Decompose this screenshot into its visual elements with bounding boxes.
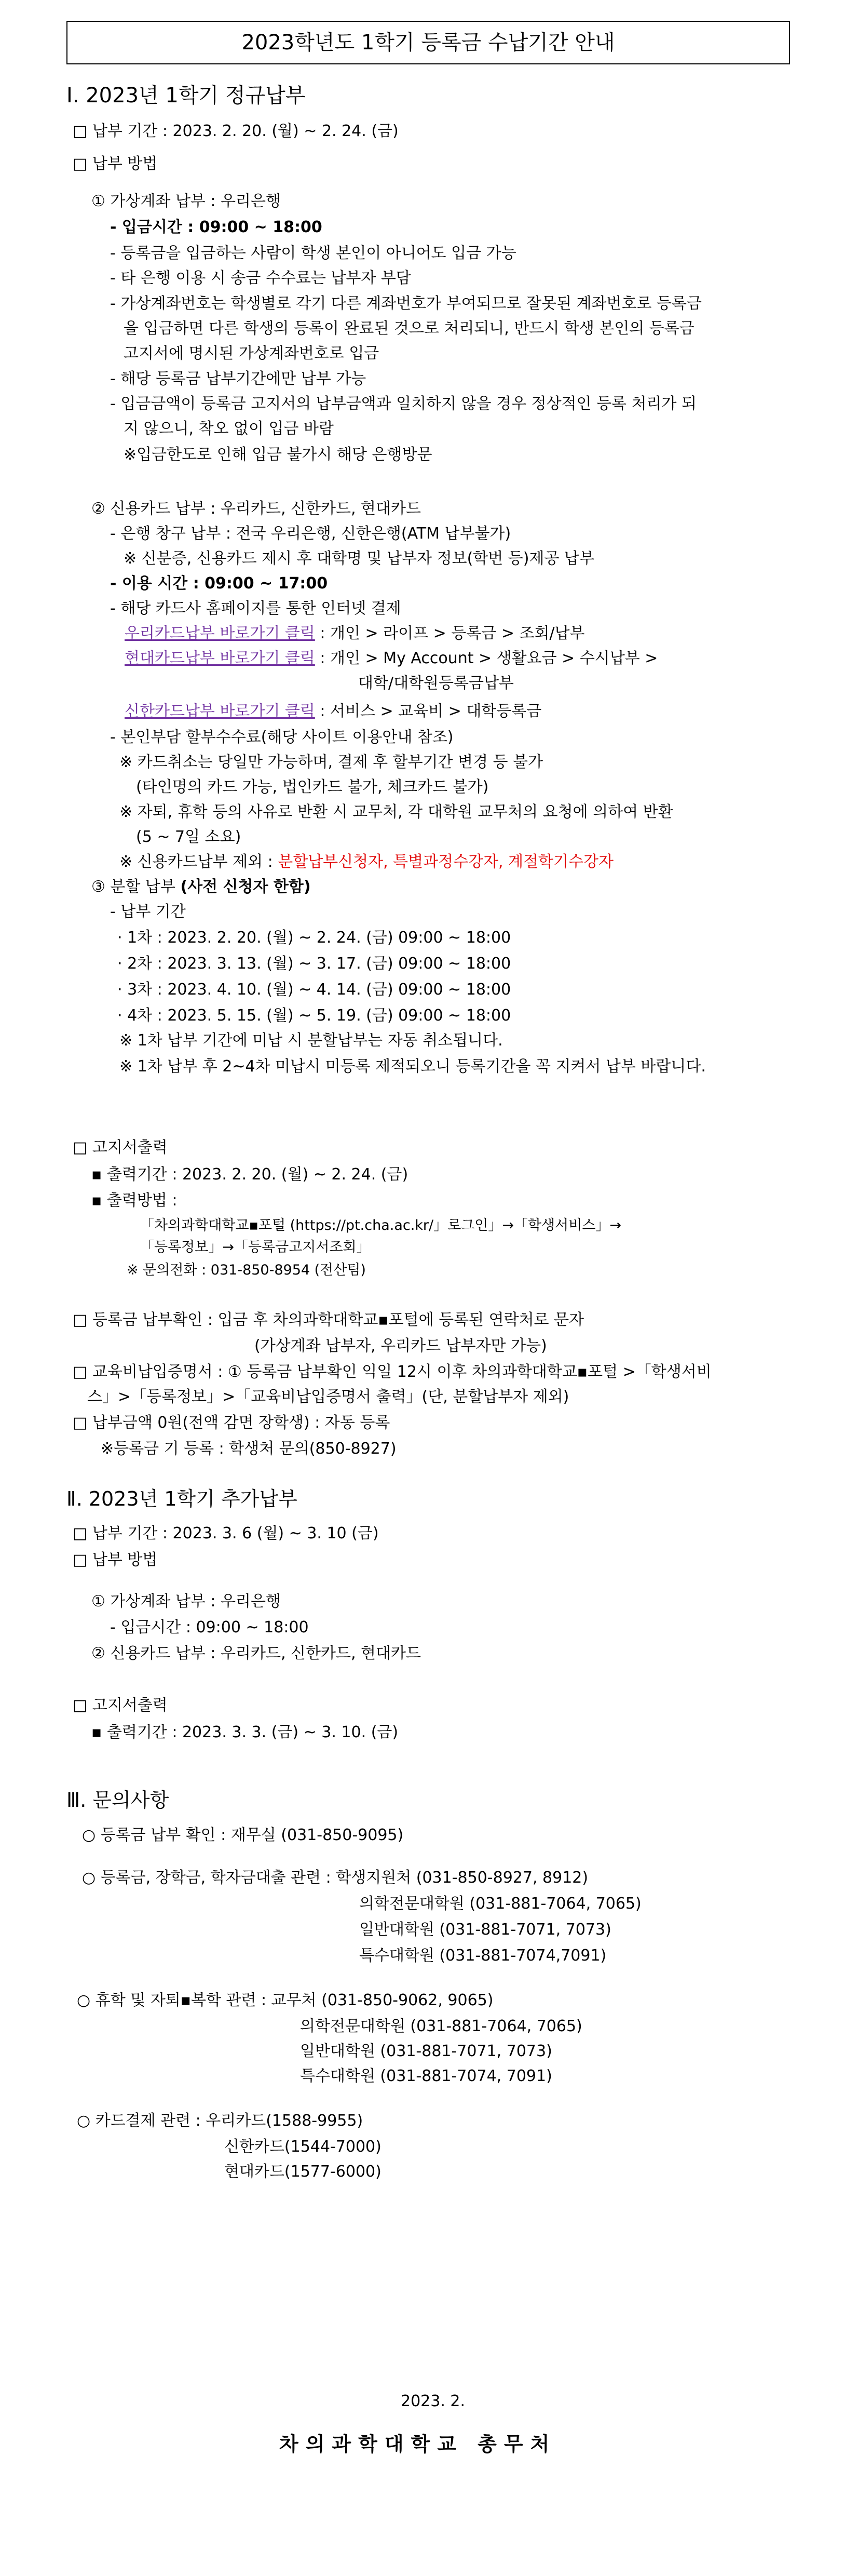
shinhan-card-link[interactable]: 신한카드납부 바로가기 클릭 (125, 702, 315, 720)
contact-line: ○ 등록금, 장학금, 학자금대출 관련 : 학생지원처 (031-850-8927, 8912) (82, 1869, 589, 1887)
s1-va-line: - 입금금액이 등록금 고지서의 납부금액과 일치하지 않을 경우 정상적인 등록 처리가 되 (110, 395, 697, 413)
section-2-heading: Ⅱ. 2023년 1학기 추가납부 (66, 1487, 297, 1510)
s1-inst-row: · 4차 : 2023. 5. 15. (월) ~ 5. 19. (금) 09:00 ~ 18:00 (117, 1007, 511, 1025)
s2-va: ① 가상계좌 납부 : 우리은행 (91, 1592, 281, 1611)
hyundai-card-link[interactable]: 현대카드납부 바로가기 클릭 (125, 649, 315, 667)
s1-card-line: (타인명의 카드 가능, 법인카드 불가, 체크카드 불가) (136, 778, 489, 796)
exclusion-list: 분할납부신청자, 특별과정수강자, 계절학기수강자 (278, 853, 614, 871)
s1-va-line: 고지서에 명시된 가상계좌번호로 입금 (124, 344, 379, 363)
s1-va-line: - 타 은행 이용 시 송금 수수료는 납부자 부담 (110, 269, 411, 287)
s2-method: □ 납부 방법 (73, 1551, 158, 1569)
s1-confirm-note: (가상계좌 납부자, 우리카드 납부자만 가능) (254, 1337, 547, 1355)
woori-card-link[interactable]: 우리카드납부 바로가기 클릭 (125, 624, 315, 642)
s2-card: ② 신용카드 납부 : 우리카드, 신한카드, 현대카드 (91, 1644, 421, 1662)
contact-line: 일반대학원 (031-881-7071, 7073) (359, 1921, 611, 1939)
s1-card-line: (5 ~ 7일 소요) (136, 828, 241, 846)
contact-line: 의학전문대학원 (031-881-7064, 7065) (300, 2017, 582, 2035)
s1-card-time: - 이용 시간 : 09:00 ~ 17:00 (110, 574, 328, 593)
shinhan-card-path: : 서비스 > 교육비 > 대학등록금 (315, 702, 542, 720)
s1-va-time: - 입금시간 : 09:00 ~ 18:00 (110, 218, 322, 236)
shinhan-card-row (125, 701, 541, 722)
s1-va-line: - 등록금을 입금하는 사람이 학생 본인이 아니어도 입금 가능 (110, 244, 516, 262)
s1-notice-step: 「등록정보」→「등록금고지서조회」 (140, 1239, 371, 1255)
s1-va-line: 을 입금하면 다른 학생의 등록이 완료된 것으로 처리되니, 반드시 학생 본인의 등록금 (124, 319, 694, 338)
document-signature: 차의과학대학교 총무처 (279, 2433, 557, 2456)
section-3-heading: Ⅲ. 문의사항 (66, 1789, 169, 1812)
s1-method: □ 납부 방법 (73, 155, 158, 173)
s1-period: □ 납부 기간 : 2023. 2. 20. (월) ~ 2. 24. (금) (73, 122, 399, 140)
s1-confirm: □ 등록금 납부확인 : 입금 후 차의과학대학교▪포털에 등록된 연락처로 문자 (73, 1311, 584, 1329)
s2-notice-title: □ 고지서출력 (73, 1696, 168, 1714)
s1-zero-payment: □ 납부금액 0원(전액 감면 장학생) : 자동 등록 (73, 1414, 390, 1432)
s1-card-line: - 본인부담 할부수수료(해당 사이트 이용안내 참조) (110, 728, 454, 746)
s1-card-line: ※ 카드취소는 당일만 가능하며, 결제 후 할부기간 변경 등 불가 (119, 753, 543, 771)
s1-notice-method: ▪ 출력방법 : (91, 1191, 178, 1210)
s1-card-line: - 해당 카드사 홈페이지를 통한 인터넷 결제 (110, 599, 401, 618)
s1-notice-step: 「차의과학대학교▪포털 (https://pt.cha.ac.kr/」로그인」→「학생서비스」→ (140, 1217, 622, 1233)
contact-line: 특수대학원 (031-881-7074, 7091) (300, 2067, 552, 2085)
s1-card-line: - 은행 창구 납부 : 전국 우리은행, 신한은행(ATM 납부불가) (110, 525, 511, 543)
s1-card-line: ※ 자퇴, 휴학 등의 사유로 반환 시 교무처, 각 대학원 교무처의 요청에 의하여 반환 (119, 803, 673, 821)
s1-va-title: ① 가상계좌 납부 : 우리은행 (91, 192, 281, 210)
contact-line: 특수대학원 (031-881-7074,7091) (359, 1947, 607, 1965)
hyundai-card-path-2: 대학/대학원등록금납부 (358, 674, 514, 692)
s1-va-line: 지 않으니, 착오 없이 입금 바람 (124, 420, 334, 438)
s1-va-line: - 가상계좌번호는 학생별로 각기 다른 계좌번호가 부여되므로 잘못된 계좌번호로 등록금 (110, 294, 702, 313)
contact-line: ○ 등록금 납부 확인 : 재무실 (031-850-9095) (82, 1826, 404, 1844)
contact-line: 현대카드(1577-6000) (224, 2163, 382, 2181)
document-title: 2023학년도 1학기 등록금 수납기간 안내 (66, 21, 790, 64)
contact-line: 의학전문대학원 (031-881-7064, 7065) (359, 1895, 642, 1913)
s1-inst-row: · 3차 : 2023. 4. 10. (월) ~ 4. 14. (금) 09:00 ~ 18:00 (117, 981, 511, 999)
hyundai-card-path: : 개인 > My Account > 생활요금 > 수시납부 > (315, 649, 658, 667)
s2-va-time: - 입금시간 : 09:00 ~ 18:00 (110, 1618, 309, 1636)
s1-inst-period: - 납부 기간 (110, 903, 186, 921)
s1-inst-row: · 2차 : 2023. 3. 13. (월) ~ 3. 17. (금) 09:00 ~ 18:00 (117, 955, 511, 973)
woori-card-path: : 개인 > 라이프 > 등록금 > 조회/납부 (315, 624, 585, 642)
woori-card-row (125, 623, 585, 644)
s1-inst-row: · 1차 : 2023. 2. 20. (월) ~ 2. 24. (금) 09:00 ~ 18:00 (117, 929, 511, 947)
s1-card-title: ② 신용카드 납부 : 우리카드, 신한카드, 현대카드 (91, 500, 421, 518)
contact-line: ○ 휴학 및 자퇴▪복학 관련 : 교무처 (031-850-9062, 9065) (77, 1991, 494, 2009)
s1-notice-title: □ 고지서출력 (73, 1138, 168, 1157)
s1-card-line: ※ 신분증, 신용카드 제시 후 대학명 및 납부자 정보(학번 등)제공 납부 (124, 549, 594, 568)
s1-notice-phone: ※ 문의전화 : 031-850-8954 (전산팀) (127, 1262, 366, 1278)
s1-inst-title: ③ 분할 납부 (사전 신청자 한함) (91, 878, 311, 896)
s1-card-exclusion: ※ 신용카드납부 제외 : 분할납부신청자, 특별과정수강자, 계절학기수강자 (119, 853, 614, 871)
s2-period: □ 납부 기간 : 2023. 3. 6 (월) ~ 3. 10 (금) (73, 1524, 379, 1542)
s1-va-line: - 해당 등록금 납부기간에만 납부 가능 (110, 370, 366, 388)
s1-notice-period: ▪ 출력기간 : 2023. 2. 20. (월) ~ 2. 24. (금) (91, 1165, 408, 1184)
s2-notice-period: ▪ 출력기간 : 2023. 3. 3. (금) ~ 3. 10. (금) (91, 1723, 399, 1741)
s1-certificate-2: 스」>「등록정보」>「교육비납입증명서 출력」(단, 분할납부자 제외) (87, 1388, 569, 1406)
s1-inst-note: ※ 1차 납부 후 2~4차 미납시 미등록 제적되오니 등록기간을 꼭 지켜서 납부 바랍니다. (119, 1057, 706, 1076)
s1-va-note: ※입금한도로 인해 입금 불가시 해당 은행방문 (124, 446, 432, 464)
hyundai-card-row (125, 648, 658, 669)
contact-line: 신한카드(1544-7000) (224, 2138, 382, 2156)
s1-certificate: □ 교육비납입증명서 : ① 등록금 납부확인 익일 12시 이후 차의과학대학교▪포털 >「학생서비 (73, 1363, 712, 1381)
contact-line: 일반대학원 (031-881-7071, 7073) (300, 2042, 552, 2060)
contact-line: ○ 카드결제 관련 : 우리카드(1588-9955) (77, 2112, 363, 2130)
section-1-heading: Ⅰ. 2023년 1학기 정규납부 (66, 84, 306, 108)
document-date: 2023. 2. (401, 2392, 466, 2410)
s1-inst-note: ※ 1차 납부 기간에 미납 시 분할납부는 자동 취소됩니다. (119, 1031, 503, 1050)
s1-zero-note: ※등록금 기 등록 : 학생처 문의(850-8927) (101, 1440, 397, 1458)
